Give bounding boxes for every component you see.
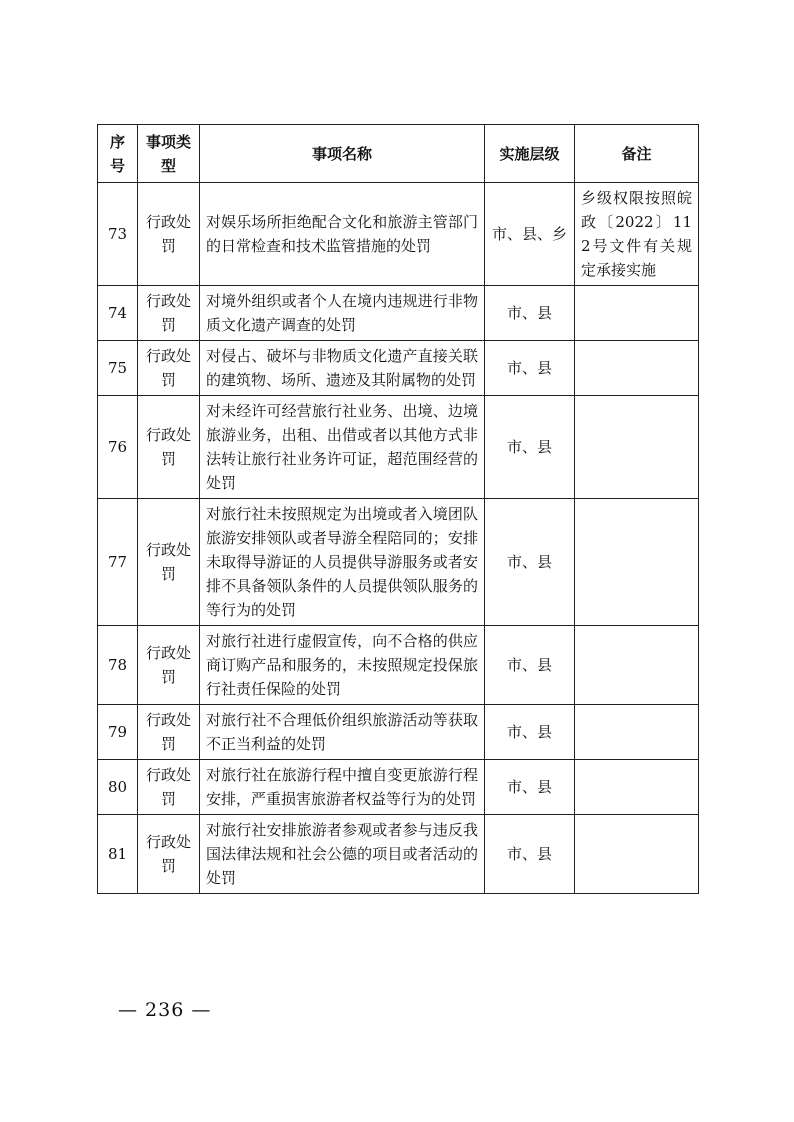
row-name: 对旅行社未按照规定为出境或者入境团队旅游安排领队或者导游全程陪同的；安排未取得导游证的人员提供导游服务或者安排不具备领队条件的人员提供领队服务的等行为的处罚: [200, 499, 485, 626]
table-row: [98, 341, 699, 396]
row-level: 市、县: [485, 286, 575, 341]
row-note: [575, 815, 699, 894]
table-row: [98, 286, 699, 341]
row-number: 80: [98, 760, 138, 815]
table-row: [98, 499, 699, 626]
table-row: [98, 396, 699, 499]
page-number: — 236 —: [118, 999, 212, 1021]
table-header-row: [98, 125, 699, 183]
row-note: 乡级权限按照皖政〔2022〕112号文件有关规定承接实施: [575, 183, 699, 286]
row-number: 75: [98, 341, 138, 396]
row-level: 市、县、乡: [485, 183, 575, 286]
row-number: 76: [98, 396, 138, 499]
header-type: 事项类型: [138, 125, 200, 183]
row-note: [575, 286, 699, 341]
row-number: 79: [98, 705, 138, 760]
row-type: 行政处罚: [138, 341, 200, 396]
table-row: [98, 815, 699, 894]
row-note: [575, 499, 699, 626]
row-level: 市、县: [485, 815, 575, 894]
header-level: 实施层级: [485, 125, 575, 183]
row-level: 市、县: [485, 626, 575, 705]
row-number: 78: [98, 626, 138, 705]
row-level: 市、县: [485, 396, 575, 499]
row-name: 对旅行社进行虚假宣传，向不合格的供应商订购产品和服务的，未按照规定投保旅行社责任保险的处罚: [200, 626, 485, 705]
table-row: [98, 626, 699, 705]
items-table: [97, 124, 699, 894]
row-number: 74: [98, 286, 138, 341]
row-type: 行政处罚: [138, 815, 200, 894]
row-type: 行政处罚: [138, 499, 200, 626]
row-type: 行政处罚: [138, 760, 200, 815]
table-row: [98, 183, 699, 286]
row-name: 对未经许可经营旅行社业务、出境、边境旅游业务，出租、出借或者以其他方式非法转让旅行社业务许可证，超范围经营的处罚: [200, 396, 485, 499]
row-name: 对旅行社安排旅游者参观或者参与违反我国法律法规和社会公德的项目或者活动的处罚: [200, 815, 485, 894]
row-note: [575, 760, 699, 815]
row-name: 对侵占、破坏与非物质文化遗产直接关联的建筑物、场所、遗迹及其附属物的处罚: [200, 341, 485, 396]
row-name: 对旅行社不合理低价组织旅游活动等获取不正当利益的处罚: [200, 705, 485, 760]
header-note: 备注: [575, 125, 699, 183]
row-type: 行政处罚: [138, 626, 200, 705]
row-number: 77: [98, 499, 138, 626]
row-level: 市、县: [485, 499, 575, 626]
row-name: 对旅行社在旅游行程中擅自变更旅游行程安排，严重损害旅游者权益等行为的处罚: [200, 760, 485, 815]
row-number: 81: [98, 815, 138, 894]
row-level: 市、县: [485, 760, 575, 815]
row-note: [575, 705, 699, 760]
header-name: 事项名称: [200, 125, 485, 183]
row-number: 73: [98, 183, 138, 286]
row-name: 对境外组织或者个人在境内违规进行非物质文化遗产调查的处罚: [200, 286, 485, 341]
row-type: 行政处罚: [138, 286, 200, 341]
row-note: [575, 626, 699, 705]
header-no: 序号: [98, 125, 138, 183]
row-name: 对娱乐场所拒绝配合文化和旅游主管部门的日常检查和技术监管措施的处罚: [200, 183, 485, 286]
table-row: [98, 705, 699, 760]
row-note: [575, 341, 699, 396]
table-body: [98, 183, 699, 894]
row-type: 行政处罚: [138, 396, 200, 499]
row-type: 行政处罚: [138, 183, 200, 286]
row-type: 行政处罚: [138, 705, 200, 760]
row-level: 市、县: [485, 341, 575, 396]
row-note: [575, 396, 699, 499]
row-level: 市、县: [485, 705, 575, 760]
table-row: [98, 760, 699, 815]
